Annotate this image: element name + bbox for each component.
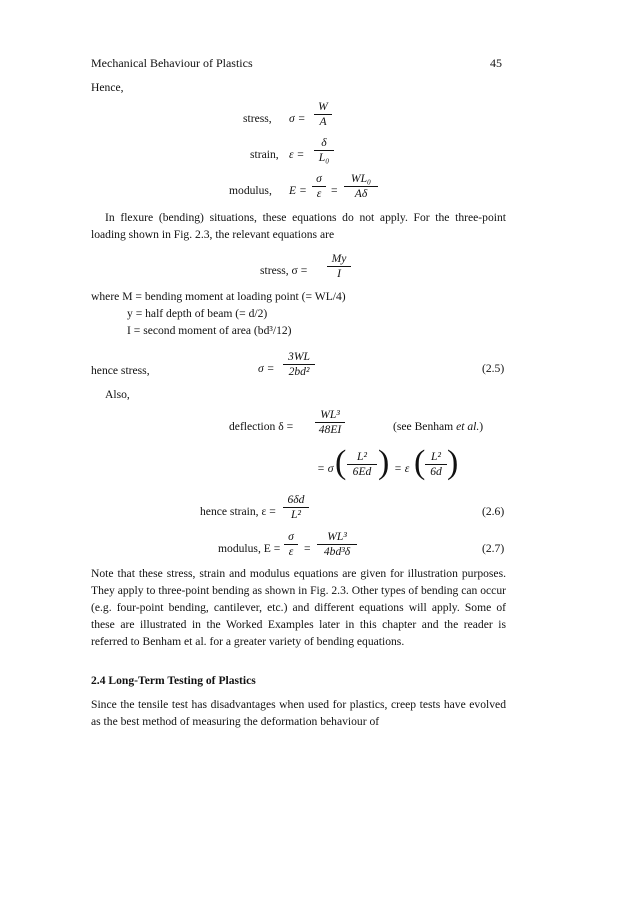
eq-2-5-fraction — [283, 350, 315, 379]
eq-2-7-fraction-1 — [284, 530, 298, 559]
where-line-depth: y = half depth of beam (= d/2) — [127, 307, 268, 320]
eq-2-7-equals: = — [304, 542, 311, 555]
deflection-label: deflection δ = — [229, 420, 294, 433]
running-header-title: Mechanical Behaviour of Plastics — [91, 56, 253, 70]
deflection-line2-mid: = ε — [394, 462, 410, 475]
eq-2-7-num-2: WL³ — [317, 530, 357, 545]
eq-2-7-num-1: σ — [284, 530, 298, 545]
deflection-den: 48EI — [318, 423, 342, 436]
strain-lhs: ε = — [289, 148, 305, 161]
modulus-den-1: ε — [316, 187, 322, 200]
modulus-num-2: WL₀ — [344, 172, 378, 187]
section-heading: 2.4 Long-Term Testing of Plastics — [91, 674, 256, 687]
eq-2-5-number: (2.5) — [482, 362, 505, 375]
eq-2-7-fraction-2 — [317, 530, 357, 559]
flex-stress-label: stress, σ = — [260, 264, 308, 277]
eq-2-7-number: (2.7) — [482, 542, 505, 555]
modulus-fraction-1 — [312, 172, 326, 201]
deflection-line2-lhs: = σ — [317, 462, 334, 475]
eq-2-5-label: hence stress, — [91, 364, 150, 377]
deflection-num: WL³ — [315, 408, 345, 423]
deflection-note: (see Benham et al.) — [393, 420, 484, 433]
deflection-frac2-num: L² — [425, 450, 447, 465]
flex-stress-num: My — [327, 252, 351, 267]
strain-label: strain, — [250, 148, 279, 161]
eq-2-5-lhs: σ = — [258, 362, 275, 375]
modulus-fraction-2 — [344, 172, 378, 201]
page-number: 45 — [490, 56, 502, 70]
modulus-label: modulus, — [229, 184, 272, 197]
flex-stress-fraction — [327, 252, 351, 281]
paren-open-1: ( — [335, 444, 347, 481]
strain-numerator: δ — [314, 136, 334, 151]
stress-numerator: W — [314, 100, 332, 115]
modulus-equals: = — [331, 184, 338, 197]
paragraph-creep: Since the tensile test has disadvantages when used for plastics, creep tests have evolved as the best method of measuring the deformation behaviour of — [91, 698, 506, 728]
paren-close-1: ) — [378, 444, 390, 481]
stress-fraction — [314, 100, 332, 129]
deflection-fraction-2 — [425, 450, 447, 479]
paragraph-flexure: In flexure (bending) situations, these equations do not apply. For the three-point loading shown in Fig. 2.3, the relevant equations are — [91, 211, 506, 241]
eq-2-5-num: 3WL — [283, 350, 315, 365]
paragraph-note: Note that these stress, strain and modulus equations are given for illustration purposes. They apply to three-point bending as shown in Fig. 2.3. Other types of bending can occur (e.g. four-point bending, cantilever, etc.) and different equations will apply. Some of these are illustrated in the Worked Examples later in this chapter and the reader is referred to Benham et al. for a greater variety of bending equations. — [91, 567, 506, 648]
eq-2-7-label: modulus, E = — [218, 542, 281, 555]
eq-2-7-den-2: 4bd³δ — [323, 545, 351, 558]
intro-hence: Hence, — [91, 81, 124, 94]
deflection-frac1-den: 6Ed — [352, 465, 372, 478]
modulus-num-1: σ — [312, 172, 326, 187]
also-text: Also, — [105, 388, 130, 401]
eq-2-6-number: (2.6) — [482, 505, 505, 518]
eq-2-6-num: 6δd — [283, 493, 309, 508]
deflection-frac2-den: 6d — [430, 465, 442, 478]
where-line-moment: where M = bending moment at loading point (= WL/4) — [91, 290, 346, 303]
deflection-fraction-1 — [347, 450, 377, 479]
deflection-frac1-num: L² — [347, 450, 377, 465]
modulus-den-2: Aδ — [354, 187, 368, 200]
eq-2-7-den-1: ε — [288, 545, 294, 558]
eq-2-6-label: hence strain, ε = — [200, 505, 276, 518]
strain-denominator: L₀ — [318, 151, 330, 164]
stress-label: stress, — [243, 112, 272, 125]
deflection-fraction — [315, 408, 345, 437]
paren-open-2: ( — [414, 444, 426, 481]
eq-2-6-den: L² — [291, 508, 301, 521]
eq-2-5-den: 2bd² — [288, 365, 310, 378]
strain-fraction — [314, 136, 334, 165]
where-line-inertia: I = second moment of area (bd³/12) — [127, 324, 292, 337]
modulus-lhs: E = — [289, 184, 307, 197]
paren-close-2: ) — [447, 444, 459, 481]
eq-2-6-fraction — [283, 493, 309, 522]
stress-lhs: σ = — [289, 112, 306, 125]
stress-denominator: A — [319, 115, 327, 128]
flex-stress-den: I — [337, 267, 341, 280]
